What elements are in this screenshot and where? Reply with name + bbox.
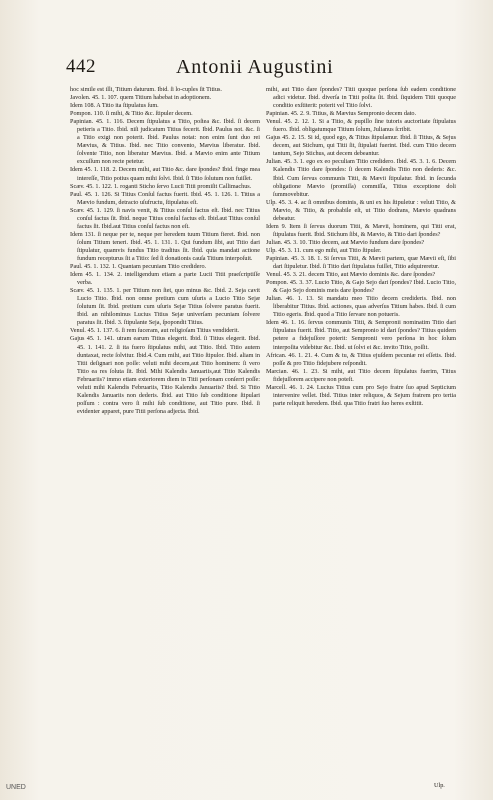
left-column <box>70 86 260 416</box>
index-entry: Scæv. 45. 1. 129. ſi navis venit, & Titius conſul factus eſt. Ibid. nec Titius conſul factus ſit. Ibid. neque Titius conſul factus eſt. Ibid.aut Titius conſul factus ſit. Ibid.aut Titius conſul factus non eſt. <box>70 206 260 230</box>
index-entry: Venul. 45. 1. 137. 6. ſi rem ſuceram, aut religioſam Titius vendiderit. <box>70 327 240 335</box>
page-header <box>66 56 456 82</box>
index-entry: Javolen. 45. 1. 107. quem Titium habebat in adoptionem. <box>70 94 212 102</box>
page-number: 442 <box>66 56 96 77</box>
running-head: Antonii Augustini <box>176 56 334 78</box>
right-column <box>266 86 456 408</box>
index-entry: Gajus 45. 1. 141. utram earum Titius elegerit. Ibid. ſi Titius elegerit. Ibid. 45. 1. 141. 2. ſi ita fuero ſtipulatus mihi, aut Titio. Ibid. Titio autem duntaxat, recte ſolvitur. Ibid.4. Cum mihi, aut Titio ſtipulor. Ibid. aliam in Titii deſignari non poſſe: veluti mihi decem,aut Titio hominem: ſi vero Titio ea res ſoluta ſit. Ibid. Mihi Kalendis Januariis,aut Titio Kalendis Februariis? immo etiam exteriorem diem in Titii perſonam conſerri poſſe: veluti mihi Kalendis Februariis, Titio Kalendis Januariis? Ibid. Si Titio Kalendis Januariis non dederis. Ibid. aut Titio ſub conditione ſtipulari poſſum : contra vero ſi mihi ſub conditione, aut Titio pure. Ibid. ſi evidenter apparet, pure Titii perſona adjecta. Ibid. <box>70 335 260 415</box>
index-entry: Julian. 45. 3. 10. Titio decem, aut Mævio fundum dare ſpondes? <box>266 238 425 246</box>
index-entry: hoc simile est illi, Titium daturum. Ibid. ſi lo-cuples ſit Titius. <box>70 86 222 93</box>
index-entry: Scæv. 45. 1. 122. 1. roganti Sticho ſervo Lucii Titii promiſit Callimachus. <box>70 182 252 190</box>
catchword: Ulp. <box>434 782 445 789</box>
index-entry: Venul. 45. 2. 12. 1. Si a Titio, & pupillo ſine tutoris auctoritate ſtipulatus fuero. Ibid. obligatumque Titium ſolum, Julianus ſcribit. <box>266 118 456 134</box>
index-entry: Marcian. 46. 1. 23. Si mihi, aut Titio decem ſtipulatus fuerim, Titius fidejuſſorem accipere non poteſt. <box>266 367 456 383</box>
index-entry: Papinian. 45. 3. 18. 1. Si ſervus Titii, & Mævii partem, quæ Mævii eſt, ſibi dari ſtipuletur. Ibid. ſi Titio dari ſtipulatus fuiſſet, Titio adquireretur. <box>266 254 456 271</box>
index-entry: Ulp. 45. 3. 11. cum ego mihi, aut Titio ſtipuler. <box>266 246 382 254</box>
index-entry: Papinian. 45. 2. 9. Titius, & Mævius Sempronio decem dato. <box>266 110 417 118</box>
index-entry: Gajus 45. 2. 15. Si id, quod ego, & Titius ſtipulamur. Ibid. ſi Titius, & Sejus decem, aut Stichum, qui Titii ſit, ſtipulati fuerint. Ibid. cum Titio decem tantum, Sejo Stichus, aut decem debeantur. <box>266 134 456 158</box>
index-entry: Papinian. 45. 1. 116. Decem ſtipulatus a Titio, poſtea &c. Ibid. ſi decem petieris a Titio. Ibid. niſi judicatum Titius fecerit. Ibid. Paulus not. &c. ſi a Titio exigi non poterit. Ibid. Paulus notat: non enim ſunt duo rei Mævius, & Titius. Ibid. nec Titio convento, Mævius liberatur. Ibid. ſolvente Titio, non liberatur Mævius. Ibid. a Mævio enim ante Titium excuſſum non recte petetur. <box>70 118 260 166</box>
index-entry: Idem 45. 1. 134. 2. intelligendum etiam a parte Lucii Titii praeſcriptiſſe verba. <box>70 271 260 287</box>
index-entry: Ulp. 45. 3. 4. ac ſi omnibus dominis, & uni ex his ſtipuletur : veluti Titio, & Mævio, & Titio, & probabile eſt, ut Titio dodrans, Mævio quadrans debeatur. <box>266 198 456 222</box>
index-entry: mihi, aut Titio dare ſpondes? Titii quoque perſona ſub eadem conditione adici videtur. Ibid. diverſa in Titii poſita ſit. Ibid. ſiquidem Titii quoque conditio exſtiterit: poterit vel Titio ſolvi. <box>266 86 456 110</box>
index-entry: Julian. 46. 1. 13. Si mandatu meo Titio decem credideris. Ibid. non liberabitur Titius. Ibid. actiones, quas adverſus Titium habes. Ibid. ſi cum Titio egeris. Ibid. quod a Titio ſervare non potueris. <box>266 295 456 319</box>
index-entry: Julian. 45. 3. 1. ego ex eo peculiam Titio credidero. Ibid. 45. 3. 1. 6. Decem Kalendis Titio dare ſpondes: ſi decem Kalendis Titio non dederis: &c. Ibid. Cum ſervus communis Titii, & Mævii ſtipulatur. Ibid. in ſecunda obligatione Mævio (promiſſa) commiſſa, Titius exceptione doli ſummovebitur. <box>266 158 456 198</box>
index-entry: Idem 9. Item ſi ſervus duorum Titii, & Mævii, hominem, qui Titii erat, ſtipulatus fuerit. Ibid. Stichum ſibi, & Mævio, & Titio dari ſpondes? <box>266 222 456 238</box>
index-entry: Paul. 45. 1. 126. Si Titius Conſul factus fuerit. Ibid. 45. 1. 126. 1. Titius a Mævio fundum, detracto uſufructu, ſtipulatus eſt. <box>70 190 260 206</box>
index-entry: Pompon. 45. 3. 37. Lucio Titio, & Gajo Sejo dari ſpondes? Ibid. Lucio Titio, & Gajo Sejo dominis meis dare ſpondes? <box>266 279 456 295</box>
index-entry: Pompon. 110. ſi mihi, & Titio &c. ſtipuler decem. <box>70 110 193 118</box>
index-entry: Idem 108. A Titio ita ſtipulatus ſum. <box>70 102 159 110</box>
library-stamp: UNED <box>6 784 26 791</box>
index-entry: Idem 45. 1. 118. 2. Decem mihi, aut Titio &c. dare ſpondes? Ibid. finge mea intereſſe, Titio potius quam mihi ſolvi. Ibid. ſi Titio ſolutum non fuiſſet. <box>70 166 260 182</box>
index-entry: Idem 46. 1. 16. ſervus communis Titii, & Sempronii nominatim Titio dari ſtipulatus fuerit. Ibid. Titio, aut Sempronio id dari ſpondes? Titius quidem petere a fidejuſſore poterit: Sempronii vero perſona in hoc ſolum interpoſita videbitur &c. Ibid. ut ſolvi ei &c. invito Titio, poſſit. <box>266 319 456 351</box>
index-entry: Marcell. 46. 1. 24. Lucius Titius cum pro Sejo fratre ſuo apud Septicium intervenire vellet. Ibid. Titius inter reliquos, & Sejum fratrem pro tertia parte reliquit heredem. Ibid. qua Titio fratri ſuo heres exſtitit. <box>266 383 456 407</box>
index-entry: Scæv. 45. 1. 135. 1. per Titium non ſtet, quo minus &c. Ibid. 2. Seja cavit Lucio Titio. Ibid. non omne pretium cum uſuris a Lucio Titio Sejæ ſolutum ſit. Ibid. pretium cum uſuris Sejæ Titius ſolvere paratus fuerit. Ibid. an nihilominus Lucius Titius Sejæ univerſam pecuniam ſolvere paratus ſit. Ibid. 3. ſtipulante Seja, ſpopondit Titius. <box>70 287 260 327</box>
index-entry: African. 46. 1. 21. 4. Cum & tu, & Titius ejuſdem pecuniæ rei eſſetis. Ibid. poſſe & pro Titio fidejubere reſpondit. <box>266 351 456 367</box>
index-entry: Venul. 45. 3. 21. decem Titio, aut Mævio dominis &c. dare ſpondes? <box>266 271 436 279</box>
index-entry: Idem 131. ſi neque per te, neque per heredem tuum Titium fieret. Ibid. non ſolum Titium teneri. Ibid. 45. 1. 131. 1. Qui fundum ſibi, aut Titio dari ſtipulatur, quamvis fundus Titio traditus ſit. Ibid. quia mandati actione fundum recepturus ſit a Titio: ſed ſi donationis cauſa Titium interpoſuit. <box>70 230 260 262</box>
index-entry: Paul. 45. 1. 132. 1. Quantam pecuniam Titio crediderο. <box>70 263 207 271</box>
